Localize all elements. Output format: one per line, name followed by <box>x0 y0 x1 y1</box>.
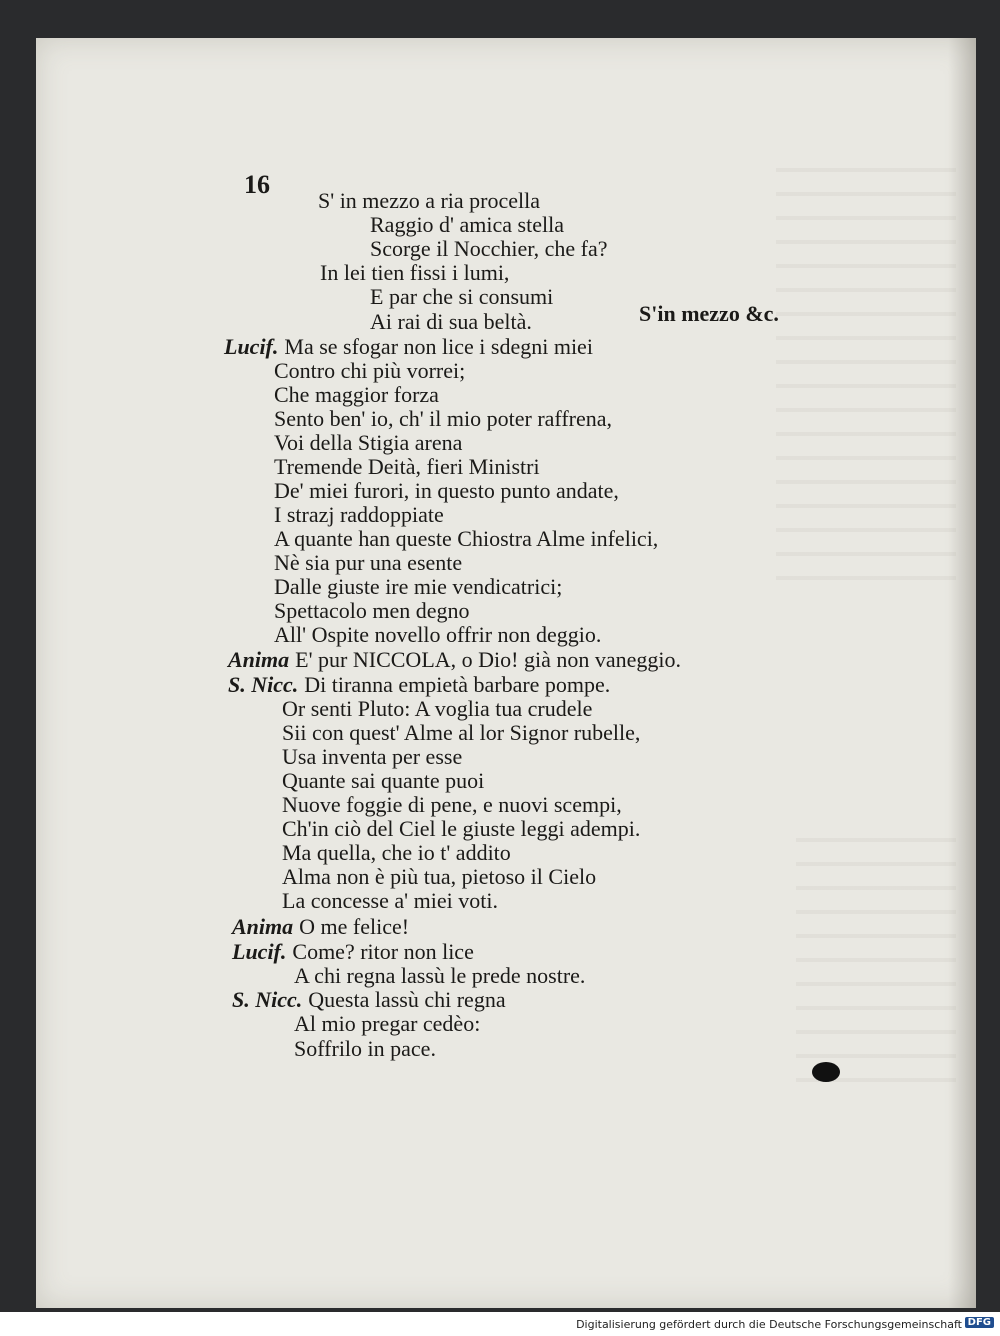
verse-text: Soffrilo in pace. <box>294 1036 436 1061</box>
verse-line <box>274 624 601 646</box>
verse-line <box>370 286 553 308</box>
verse-text: A quante han queste Chiostra Alme infelici, <box>274 526 659 551</box>
verse-line <box>370 238 608 260</box>
verse-text: Dalle giuste ire mie vendicatrici; <box>274 574 563 599</box>
ink-blot <box>812 1062 840 1082</box>
verse-line <box>294 1038 436 1060</box>
footer-credit: Digitalisierung gefördert durch die Deutsche Forschungsgemeinschaft <box>576 1318 962 1331</box>
verse-text: Che maggior forza <box>274 382 439 407</box>
verse-text: S' in mezzo a ria procella <box>318 188 541 213</box>
verse-text: E par che si consumi <box>370 284 554 309</box>
verse-line <box>232 916 409 938</box>
verse-line <box>224 336 593 358</box>
verse-line <box>370 311 532 333</box>
verse-line <box>282 866 596 888</box>
verse-text: Ma quella, che io t' addito <box>282 840 511 865</box>
verse-text: I strazj raddoppiate <box>274 502 444 527</box>
verse-text: Sento ben' io, ch' il mio poter raffrena, <box>274 406 613 431</box>
verse-text: Nè sia pur una esente <box>274 550 463 575</box>
verse-text: Ch'in ciò del Ciel le giuste leggi adempi. <box>282 816 641 841</box>
page-number: 16 <box>244 170 270 199</box>
verse-text: In lei tien fissi i lumi, <box>320 260 510 285</box>
refrain-cue: S'in mezzo &c. <box>639 301 779 326</box>
speaker-label: Lucif. <box>224 334 279 359</box>
verse-text: Come? ritor non lice <box>292 939 474 964</box>
verse-line <box>320 262 509 284</box>
verse-line <box>294 1013 480 1035</box>
show-through-ghost <box>776 168 956 588</box>
verse-text: Usa inventa per esse <box>282 744 463 769</box>
verse-text: Al mio pregar cedèo: <box>294 1011 481 1036</box>
verse-line <box>274 528 658 550</box>
verse-text: Quante sai quante puoi <box>282 768 485 793</box>
verse-line <box>232 989 506 1011</box>
verse-line <box>282 722 640 744</box>
speaker-label: Lucif. <box>232 939 287 964</box>
verse-text: E' pur NICCOLA, o Dio! già non vaneggio. <box>295 647 681 672</box>
verse-text: Di tiranna empietà barbare pompe. <box>304 672 611 697</box>
verse-line <box>232 941 474 963</box>
verse-text: All' Ospite novello offrir non deggio. <box>274 622 602 647</box>
verse-text: Raggio d' amica stella <box>370 212 564 237</box>
verse-line <box>318 190 540 212</box>
verse-line <box>282 818 640 840</box>
verse-line <box>274 600 470 622</box>
verse-line <box>274 384 439 406</box>
verse-text: De' miei furori, in questo punto andate, <box>274 478 619 503</box>
speaker-label: S. Nicc. <box>232 987 303 1012</box>
verse-text: A chi regna lassù le prede nostre. <box>294 963 586 988</box>
verse-text: La concesse a' miei voti. <box>282 888 498 913</box>
verse-line <box>228 649 681 671</box>
verse-text: Contro chi più vorrei; <box>274 358 466 383</box>
verse-line <box>274 480 619 502</box>
verse-text: O me felice! <box>299 914 410 939</box>
verse-line <box>228 674 610 696</box>
verse-line <box>274 360 465 382</box>
verse-line <box>274 408 612 430</box>
verse-line <box>294 965 585 987</box>
verse-line <box>282 698 592 720</box>
speaker-label: Anima <box>232 914 294 939</box>
verse-line <box>282 890 498 912</box>
verse-line <box>274 576 562 598</box>
verse-text: Sii con quest' Alme al lor Signor rubelle, <box>282 720 641 745</box>
speaker-label: S. Nicc. <box>228 672 299 697</box>
dfg-logo: DFG <box>965 1317 994 1328</box>
verse-text: Questa lassù chi regna <box>308 987 506 1012</box>
verse-text: Voi della Stigia arena <box>274 430 463 455</box>
book-page <box>36 38 976 1308</box>
verse-line <box>274 552 462 574</box>
verse-text: Or senti Pluto: A voglia tua crudele <box>282 696 593 721</box>
verse-text: Scorge il Nocchier, che fa? <box>370 236 608 261</box>
verse-line <box>282 746 462 768</box>
speaker-label: Anima <box>228 647 290 672</box>
verse-line <box>370 214 564 236</box>
show-through-ghost <box>796 838 956 1098</box>
verse-line <box>282 794 622 816</box>
verse-text: Spettacolo men degno <box>274 598 470 623</box>
verse-text: Ma se sfogar non lice i sdegni miei <box>284 334 593 359</box>
verse-line <box>282 770 484 792</box>
verse-line <box>274 504 444 526</box>
verse-line <box>282 842 511 864</box>
verse-text: Alma non è più tua, pietoso il Cielo <box>282 864 597 889</box>
verse-text: Ai rai di sua beltà. <box>370 309 532 334</box>
verse-text: Nuove foggie di pene, e nuovi scempi, <box>282 792 622 817</box>
verse-text: Tremende Deità, fieri Ministri <box>274 454 540 479</box>
verse-line <box>274 456 540 478</box>
verse-line <box>274 432 462 454</box>
footer-bar <box>0 1312 1000 1336</box>
